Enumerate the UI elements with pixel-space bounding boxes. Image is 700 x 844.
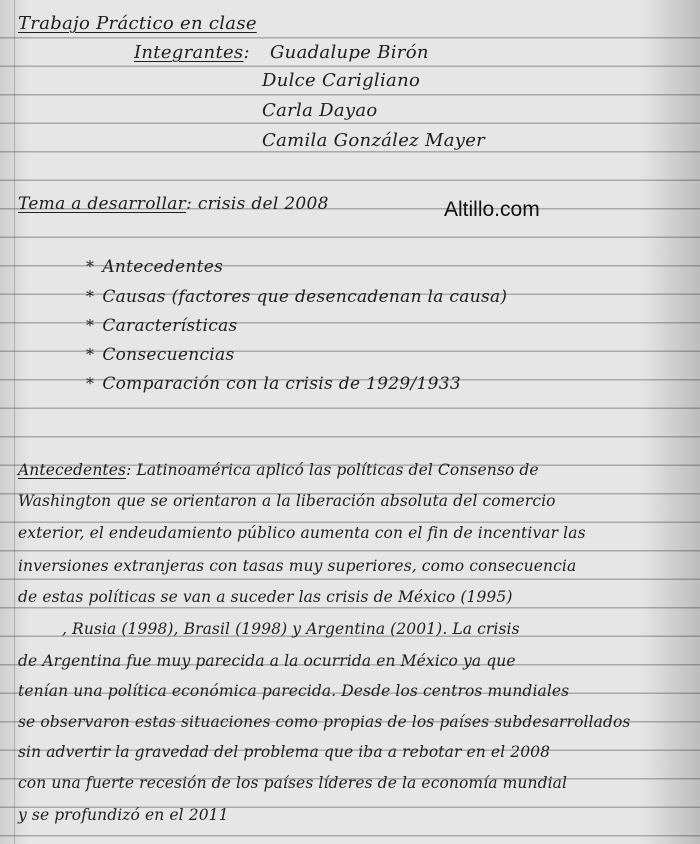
bullet-icon: * <box>86 316 95 335</box>
paragraph-line: de estas políticas se van a suceder las crisis de México (1995) <box>18 588 513 606</box>
paragraph-line: tenían una política económica parecida. Desde los centros mundiales <box>18 682 570 700</box>
topic-item <box>86 287 507 307</box>
topic-item-text: Características <box>102 316 238 336</box>
bullet-icon: * <box>86 257 95 276</box>
topic-item-text: Comparación con la crisis de 1929/1933 <box>102 374 461 394</box>
paragraph-line: , Rusia (1998), Brasil (1998) y Argentina (2001). La crisis <box>62 620 520 638</box>
member-name: Carla Dayao <box>262 100 378 121</box>
paragraph-text: Latinoamérica aplicó las políticas del Consenso de <box>136 461 539 479</box>
topic-heading <box>18 194 329 214</box>
antecedentes-colon: : <box>126 461 137 479</box>
paragraph-line: inversiones extranjeras con tasas muy superiores, como consecuencia <box>18 557 577 575</box>
topic-item-text: Consecuencias <box>102 345 235 365</box>
paragraph-line: con una fuerte recesión de los países líderes de la economía mundial <box>18 774 568 792</box>
topic-item <box>86 345 234 365</box>
bullet-icon: * <box>86 287 95 306</box>
topic-label: Tema a desarrollar <box>18 194 187 214</box>
topic-colon: : <box>186 194 198 214</box>
paragraph-line: Washington que se orientaron a la liberación absoluta del comercio <box>18 492 556 510</box>
members-heading <box>134 43 250 63</box>
bullet-icon: * <box>86 374 95 393</box>
topic-item <box>86 316 238 336</box>
member-name: Camila González Mayer <box>262 130 486 151</box>
paragraph-line <box>18 461 688 479</box>
antecedentes-label: Antecedentes <box>18 461 127 479</box>
topic-item-text: Antecedentes <box>102 257 224 277</box>
paragraph-line: exterior, el endeudamiento público aumenta con el fin de incentivar las <box>18 524 586 542</box>
topic-item <box>86 374 461 394</box>
paragraph-line: se observaron estas situaciones como propias de los países subdesarrollados <box>18 713 631 731</box>
bullet-icon: * <box>86 345 95 364</box>
topic-item <box>86 257 223 277</box>
page-title: Trabajo Práctico en clase <box>18 13 257 34</box>
member-name: Dulce Carigliano <box>262 70 421 91</box>
watermark: Altillo.com <box>444 198 540 221</box>
topic-item-text: Causas (factores que desencadenan la causa) <box>102 287 508 307</box>
paragraph-line: sin advertir la gravedad del problema que iba a rebotar en el 2008 <box>18 743 551 761</box>
members-colon: : <box>243 42 250 63</box>
paragraph-line: y se profundizó en el 2011 <box>18 806 229 824</box>
topic-value: crisis del 2008 <box>197 194 329 214</box>
member-name: Guadalupe Birón <box>270 42 429 63</box>
margin-line <box>14 0 15 844</box>
paragraph-line: de Argentina fue muy parecida a la ocurrida en México ya que <box>18 652 516 670</box>
members-label: Integrantes <box>134 42 244 63</box>
